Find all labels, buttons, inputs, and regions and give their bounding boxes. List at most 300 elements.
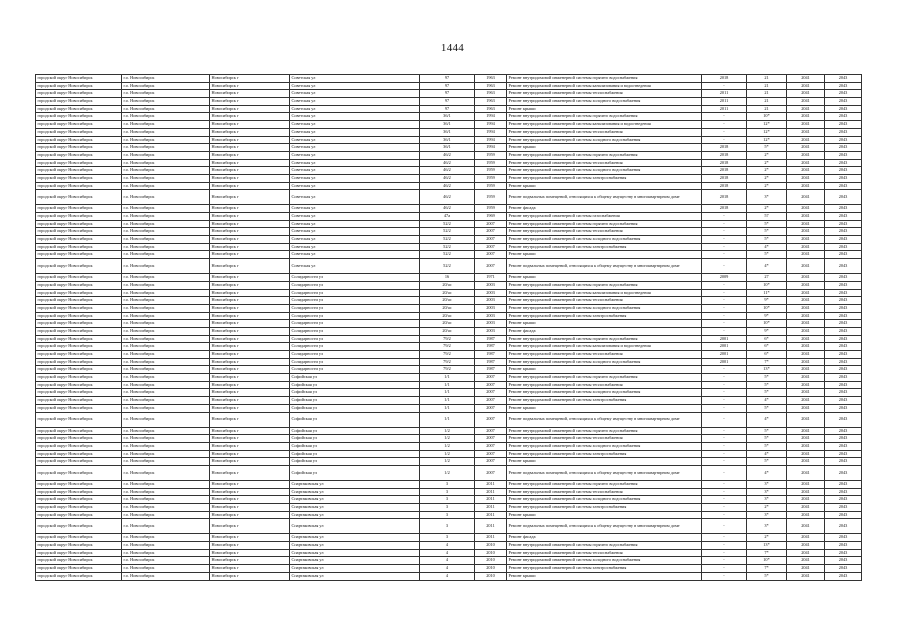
cell-municipality: городской округ Новосибирск: [36, 251, 122, 259]
cell-house-number: 46/2: [420, 190, 475, 205]
cell-build-year: 1959: [475, 151, 507, 159]
cell-municipality: городской округ Новосибирск: [36, 427, 122, 435]
cell-municipality: городской округ Новосибирск: [36, 174, 122, 182]
cell-last-repair-year: 2018: [702, 167, 747, 175]
cell-plan-start-year: 2041: [787, 480, 825, 488]
cell-house-number: 20/ас: [420, 297, 475, 305]
cell-city: Новосибирск г: [210, 389, 290, 397]
cell-build-year: 2003: [475, 320, 507, 328]
cell-district: г.о. Новосибирск: [122, 458, 210, 466]
cell-last-repair-year: -: [702, 136, 747, 144]
cell-municipality: городской округ Новосибирск: [36, 534, 122, 542]
cell-last-repair-year: 2018: [702, 205, 747, 213]
cell-city: Новосибирск г: [210, 174, 290, 182]
cell-build-year: 2007: [475, 236, 507, 244]
cell-house-number: 47а: [420, 213, 475, 221]
table-row: [36, 519, 862, 534]
cell-house-number: 3: [420, 511, 475, 519]
cell-plan-end-year: 2043: [825, 427, 862, 435]
cell-work-type: Ремонт внутридомовой инженерной системы теплоснабжения: [507, 159, 702, 167]
cell-city: Новосибирск г: [210, 228, 290, 236]
cell-street: Софийская ул: [290, 389, 420, 397]
cell-work-type: Ремонт внутридомовой инженерной системы канализования и водоотведения: [507, 343, 702, 351]
cell-municipality: городской округ Новосибирск: [36, 480, 122, 488]
cell-work-type: Ремонт внутридомовой инженерной системы теплоснабжения: [507, 351, 702, 359]
cell-house-number: 52/2: [420, 236, 475, 244]
cell-street: Спартаковская ул: [290, 534, 420, 542]
cell-municipality: городской округ Новосибирск: [36, 335, 122, 343]
cell-last-repair-year: -: [702, 374, 747, 382]
cell-district: г.о. Новосибирск: [122, 504, 210, 512]
cell-municipality: городской округ Новосибирск: [36, 351, 122, 359]
cell-street: Спартаковская ул: [290, 565, 420, 573]
cell-street: Советская ул: [290, 190, 420, 205]
cell-build-year: 2011: [475, 519, 507, 534]
cell-work-type: Ремонт внутридомовой инженерной системы газоснабжения: [507, 213, 702, 221]
cell-build-year: 2007: [475, 228, 507, 236]
cell-plan-end-year: 2043: [825, 351, 862, 359]
cell-build-year: 1963: [475, 75, 507, 83]
cell-house-number: 4: [420, 565, 475, 573]
cell-street: Софийская ул: [290, 435, 420, 443]
cell-build-year: 2011: [475, 480, 507, 488]
cell-municipality: городской округ Новосибирск: [36, 465, 122, 480]
cell-last-repair-year: -: [702, 458, 747, 466]
cell-street: Спартаковская ул: [290, 519, 420, 534]
cell-build-year: 1987: [475, 351, 507, 359]
cell-plan-end-year: 2043: [825, 90, 862, 98]
cell-plan-start-year: 2041: [787, 358, 825, 366]
cell-house-number: 1/2: [420, 450, 475, 458]
cell-work-type: Ремонт внутридомовой инженерной системы электроснабжения: [507, 397, 702, 405]
cell-work-type: Ремонт крыши: [507, 144, 702, 152]
cell-last-repair-year: -: [702, 113, 747, 121]
cell-term: 2*: [747, 174, 787, 182]
cell-house-number: 4: [420, 572, 475, 580]
table-row: [36, 159, 862, 167]
cell-street: Советская ул: [290, 98, 420, 106]
cell-street: Советская ул: [290, 259, 420, 274]
cell-work-type: Ремонт внутридомовой инженерной системы холодного водоснабжения: [507, 358, 702, 366]
cell-build-year: 2003: [475, 312, 507, 320]
cell-municipality: городской округ Новосибирск: [36, 113, 122, 121]
cell-build-year: 2011: [475, 496, 507, 504]
cell-municipality: городской округ Новосибирск: [36, 75, 122, 83]
cell-municipality: городской округ Новосибирск: [36, 190, 122, 205]
cell-municipality: городской округ Новосибирск: [36, 389, 122, 397]
repair-schedule-table: [35, 74, 862, 581]
cell-municipality: городской округ Новосибирск: [36, 404, 122, 412]
cell-term: 4*: [747, 243, 787, 251]
cell-street: Софийская ул: [290, 412, 420, 427]
cell-municipality: городской округ Новосибирск: [36, 90, 122, 98]
cell-plan-end-year: 2043: [825, 151, 862, 159]
cell-plan-end-year: 2043: [825, 259, 862, 274]
cell-house-number: 20/ас: [420, 312, 475, 320]
cell-municipality: городской округ Новосибирск: [36, 320, 122, 328]
cell-city: Новосибирск г: [210, 565, 290, 573]
cell-city: Новосибирск г: [210, 75, 290, 83]
cell-district: г.о. Новосибирск: [122, 366, 210, 374]
cell-house-number: 46/2: [420, 174, 475, 182]
cell-plan-end-year: 2043: [825, 289, 862, 297]
cell-plan-start-year: 2041: [787, 128, 825, 136]
cell-city: Новосибирск г: [210, 358, 290, 366]
table-row: [36, 121, 862, 129]
cell-term: 4*: [747, 450, 787, 458]
cell-work-type: Ремонт внутридомовой инженерной системы холодного водоснабжения: [507, 136, 702, 144]
cell-work-type: Ремонт внутридомовой инженерной системы электроснабжения: [507, 504, 702, 512]
cell-street: Советская ул: [290, 159, 420, 167]
cell-last-repair-year: -: [702, 427, 747, 435]
cell-term: 2*: [747, 205, 787, 213]
cell-house-number: 46/2: [420, 167, 475, 175]
cell-municipality: городской округ Новосибирск: [36, 442, 122, 450]
cell-work-type: Ремонт крыши: [507, 320, 702, 328]
cell-house-number: 1/1: [420, 389, 475, 397]
cell-district: г.о. Новосибирск: [122, 236, 210, 244]
cell-plan-end-year: 2043: [825, 113, 862, 121]
cell-street: Солидарности ул: [290, 335, 420, 343]
cell-work-type: Ремонт внутридомовой инженерной системы холодного водоснабжения: [507, 389, 702, 397]
cell-city: Новосибирск г: [210, 480, 290, 488]
cell-district: г.о. Новосибирск: [122, 442, 210, 450]
cell-work-type: Ремонт крыши: [507, 105, 702, 113]
cell-municipality: городской округ Новосибирск: [36, 105, 122, 113]
cell-city: Новосибирск г: [210, 213, 290, 221]
cell-last-repair-year: 2018: [702, 151, 747, 159]
table-row: [36, 480, 862, 488]
cell-district: г.о. Новосибирск: [122, 113, 210, 121]
cell-build-year: 1994: [475, 136, 507, 144]
table-row: [36, 228, 862, 236]
cell-term: 4*: [747, 465, 787, 480]
cell-last-repair-year: 2018: [702, 190, 747, 205]
cell-plan-end-year: 2043: [825, 549, 862, 557]
cell-house-number: 36/1: [420, 136, 475, 144]
cell-work-type: Ремонт крыши: [507, 572, 702, 580]
cell-last-repair-year: -: [702, 327, 747, 335]
cell-municipality: городской округ Новосибирск: [36, 228, 122, 236]
cell-plan-end-year: 2043: [825, 75, 862, 83]
cell-term: 9*: [747, 297, 787, 305]
cell-plan-end-year: 2043: [825, 450, 862, 458]
cell-work-type: Ремонт крыши: [507, 274, 702, 282]
cell-street: Солидарности ул: [290, 289, 420, 297]
table-row: [36, 511, 862, 519]
cell-build-year: 2007: [475, 381, 507, 389]
cell-street: Софийская ул: [290, 397, 420, 405]
cell-plan-end-year: 2043: [825, 435, 862, 443]
cell-plan-start-year: 2041: [787, 381, 825, 389]
cell-last-repair-year: -: [702, 312, 747, 320]
table-row: [36, 366, 862, 374]
cell-last-repair-year: -: [702, 128, 747, 136]
cell-street: Советская ул: [290, 82, 420, 90]
cell-city: Новосибирск г: [210, 167, 290, 175]
cell-city: Новосибирск г: [210, 427, 290, 435]
table-row: [36, 281, 862, 289]
cell-build-year: 2003: [475, 304, 507, 312]
table-row: [36, 274, 862, 282]
cell-plan-start-year: 2041: [787, 458, 825, 466]
cell-plan-start-year: 2041: [787, 511, 825, 519]
cell-house-number: 79/2: [420, 366, 475, 374]
table-row: [36, 327, 862, 335]
cell-district: г.о. Новосибирск: [122, 259, 210, 274]
cell-work-type: Ремонт фасада: [507, 534, 702, 542]
table-row: [36, 205, 862, 213]
cell-city: Новосибирск г: [210, 151, 290, 159]
cell-work-type: Ремонт внутридомовой инженерной системы канализования и водоотведения: [507, 82, 702, 90]
cell-work-type: Ремонт внутридомовой инженерной системы горячего водоснабжения: [507, 374, 702, 382]
cell-street: Советская ул: [290, 228, 420, 236]
cell-city: Новосибирск г: [210, 297, 290, 305]
cell-municipality: городской округ Новосибирск: [36, 98, 122, 106]
cell-term: 2*: [747, 534, 787, 542]
cell-last-repair-year: -: [702, 381, 747, 389]
cell-plan-start-year: 2041: [787, 397, 825, 405]
cell-plan-end-year: 2043: [825, 343, 862, 351]
cell-term: 9*: [747, 327, 787, 335]
cell-municipality: городской округ Новосибирск: [36, 374, 122, 382]
cell-plan-start-year: 2041: [787, 374, 825, 382]
cell-city: Новосибирск г: [210, 251, 290, 259]
cell-plan-end-year: 2043: [825, 389, 862, 397]
cell-municipality: городской округ Новосибирск: [36, 289, 122, 297]
cell-work-type: Ремонт крыши: [507, 251, 702, 259]
cell-street: Советская ул: [290, 90, 420, 98]
cell-work-type: Ремонт внутридомовой инженерной системы электроснабжения: [507, 565, 702, 573]
cell-term: 21: [747, 90, 787, 98]
cell-plan-start-year: 2041: [787, 159, 825, 167]
cell-build-year: 2007: [475, 435, 507, 443]
cell-plan-start-year: 2041: [787, 565, 825, 573]
cell-work-type: Ремонт подвальных помещений, относящихся к общему имуществу в многоквартирном доме: [507, 465, 702, 480]
cell-plan-end-year: 2043: [825, 297, 862, 305]
cell-plan-end-year: 2043: [825, 228, 862, 236]
cell-plan-start-year: 2041: [787, 251, 825, 259]
cell-street: Советская ул: [290, 174, 420, 182]
cell-plan-end-year: 2043: [825, 281, 862, 289]
cell-plan-end-year: 2043: [825, 205, 862, 213]
cell-plan-end-year: 2043: [825, 167, 862, 175]
cell-house-number: 1/2: [420, 427, 475, 435]
cell-city: Новосибирск г: [210, 458, 290, 466]
cell-term: 7*: [747, 358, 787, 366]
cell-build-year: 1959: [475, 167, 507, 175]
cell-plan-end-year: 2043: [825, 159, 862, 167]
table-row: [36, 381, 862, 389]
cell-municipality: городской округ Новосибирск: [36, 542, 122, 550]
cell-work-type: Ремонт внутридомовой инженерной системы электроснабжения: [507, 450, 702, 458]
cell-house-number: 52/2: [420, 259, 475, 274]
cell-city: Новосибирск г: [210, 243, 290, 251]
cell-term: 3*: [747, 488, 787, 496]
cell-street: Спартаковская ул: [290, 511, 420, 519]
cell-house-number: 1/1: [420, 397, 475, 405]
table-row: [36, 151, 862, 159]
cell-last-repair-year: -: [702, 496, 747, 504]
cell-plan-start-year: 2041: [787, 427, 825, 435]
cell-last-repair-year: -: [702, 397, 747, 405]
cell-last-repair-year: -: [702, 404, 747, 412]
cell-plan-end-year: 2043: [825, 519, 862, 534]
table-row: [36, 320, 862, 328]
cell-build-year: 2007: [475, 465, 507, 480]
cell-plan-end-year: 2043: [825, 304, 862, 312]
cell-term: 3*: [747, 496, 787, 504]
table-row: [36, 442, 862, 450]
cell-district: г.о. Новосибирск: [122, 297, 210, 305]
cell-house-number: 79/2: [420, 343, 475, 351]
cell-last-repair-year: -: [702, 82, 747, 90]
cell-term: 21: [747, 105, 787, 113]
table-row: [36, 404, 862, 412]
cell-build-year: 2003: [475, 327, 507, 335]
cell-term: 2*: [747, 504, 787, 512]
cell-work-type: Ремонт подвальных помещений, относящихся к общему имуществу в многоквартирном доме: [507, 412, 702, 427]
cell-build-year: 2007: [475, 404, 507, 412]
cell-plan-end-year: 2043: [825, 144, 862, 152]
table-row: [36, 82, 862, 90]
cell-house-number: 4: [420, 549, 475, 557]
cell-work-type: Ремонт внутридомовой инженерной системы горячего водоснабжения: [507, 75, 702, 83]
cell-build-year: 2011: [475, 504, 507, 512]
cell-last-repair-year: -: [702, 228, 747, 236]
cell-work-type: Ремонт крыши: [507, 511, 702, 519]
cell-term: 3*: [747, 511, 787, 519]
cell-house-number: 1/1: [420, 381, 475, 389]
cell-house-number: 97: [420, 98, 475, 106]
cell-last-repair-year: -: [702, 534, 747, 542]
cell-municipality: городской округ Новосибирск: [36, 304, 122, 312]
cell-last-repair-year: -: [702, 480, 747, 488]
cell-work-type: Ремонт внутридомовой инженерной системы горячего водоснабжения: [507, 151, 702, 159]
cell-plan-end-year: 2043: [825, 465, 862, 480]
cell-term: 5*: [747, 251, 787, 259]
cell-city: Новосибирск г: [210, 488, 290, 496]
cell-term: 5*: [747, 374, 787, 382]
cell-term: 13*: [747, 366, 787, 374]
cell-plan-start-year: 2041: [787, 557, 825, 565]
table-row: [36, 427, 862, 435]
cell-city: Новосибирск г: [210, 397, 290, 405]
cell-last-repair-year: 2001: [702, 351, 747, 359]
cell-plan-end-year: 2043: [825, 128, 862, 136]
cell-last-repair-year: -: [702, 511, 747, 519]
cell-street: Софийская ул: [290, 458, 420, 466]
cell-district: г.о. Новосибирск: [122, 190, 210, 205]
cell-house-number: 20/ас: [420, 289, 475, 297]
cell-city: Новосибирск г: [210, 496, 290, 504]
cell-last-repair-year: -: [702, 549, 747, 557]
cell-plan-start-year: 2041: [787, 320, 825, 328]
cell-build-year: 2007: [475, 458, 507, 466]
cell-street: Солидарности ул: [290, 343, 420, 351]
cell-city: Новосибирск г: [210, 327, 290, 335]
cell-build-year: 1963: [475, 105, 507, 113]
cell-city: Новосибирск г: [210, 442, 290, 450]
cell-plan-start-year: 2041: [787, 259, 825, 274]
cell-plan-end-year: 2043: [825, 504, 862, 512]
cell-build-year: 1963: [475, 90, 507, 98]
cell-last-repair-year: 2009: [702, 274, 747, 282]
cell-house-number: 36/1: [420, 113, 475, 121]
cell-work-type: Ремонт внутридомовой инженерной системы электроснабжения: [507, 174, 702, 182]
cell-street: Советская ул: [290, 151, 420, 159]
cell-plan-end-year: 2043: [825, 105, 862, 113]
table-row: [36, 289, 862, 297]
cell-street: Советская ул: [290, 128, 420, 136]
cell-build-year: 2007: [475, 259, 507, 274]
cell-municipality: городской округ Новосибирск: [36, 167, 122, 175]
cell-plan-start-year: 2041: [787, 542, 825, 550]
cell-municipality: городской округ Новосибирск: [36, 259, 122, 274]
cell-street: Солидарности ул: [290, 304, 420, 312]
cell-term: 2*: [747, 159, 787, 167]
cell-work-type: Ремонт внутридомовой инженерной системы холодного водоснабжения: [507, 496, 702, 504]
table-row: [36, 504, 862, 512]
table-row: [36, 144, 862, 152]
cell-street: Софийская ул: [290, 404, 420, 412]
cell-plan-start-year: 2041: [787, 98, 825, 106]
cell-plan-start-year: 2041: [787, 75, 825, 83]
cell-build-year: 1994: [475, 113, 507, 121]
cell-street: Советская ул: [290, 105, 420, 113]
cell-build-year: 1987: [475, 366, 507, 374]
cell-build-year: 1987: [475, 358, 507, 366]
cell-municipality: городской округ Новосибирск: [36, 297, 122, 305]
cell-plan-start-year: 2041: [787, 90, 825, 98]
cell-build-year: 2003: [475, 281, 507, 289]
cell-district: г.о. Новосибирск: [122, 243, 210, 251]
cell-term: 5*: [747, 404, 787, 412]
cell-build-year: 2010: [475, 565, 507, 573]
cell-district: г.о. Новосибирск: [122, 274, 210, 282]
cell-term: 4*: [747, 397, 787, 405]
table-row: [36, 297, 862, 305]
cell-district: г.о. Новосибирск: [122, 144, 210, 152]
cell-work-type: Ремонт внутридомовой инженерной системы электроснабжения: [507, 312, 702, 320]
cell-street: Советская ул: [290, 205, 420, 213]
cell-house-number: 20/ас: [420, 281, 475, 289]
cell-city: Новосибирск г: [210, 289, 290, 297]
cell-plan-start-year: 2041: [787, 297, 825, 305]
table-body: [36, 75, 862, 581]
table-row: [36, 397, 862, 405]
cell-term: 27: [747, 274, 787, 282]
cell-last-repair-year: -: [702, 220, 747, 228]
cell-term: 5*: [747, 458, 787, 466]
cell-district: г.о. Новосибирск: [122, 496, 210, 504]
table-row: [36, 496, 862, 504]
cell-street: Софийская ул: [290, 381, 420, 389]
table-row: [36, 435, 862, 443]
cell-district: г.о. Новосибирск: [122, 312, 210, 320]
cell-term: 5*: [747, 228, 787, 236]
cell-district: г.о. Новосибирск: [122, 151, 210, 159]
cell-district: г.о. Новосибирск: [122, 534, 210, 542]
cell-last-repair-year: -: [702, 289, 747, 297]
cell-street: Спартаковская ул: [290, 572, 420, 580]
cell-city: Новосибирск г: [210, 105, 290, 113]
cell-district: г.о. Новосибирск: [122, 281, 210, 289]
cell-term: 6*: [747, 335, 787, 343]
table-row: [36, 136, 862, 144]
cell-district: г.о. Новосибирск: [122, 565, 210, 573]
cell-term: 5*: [747, 381, 787, 389]
